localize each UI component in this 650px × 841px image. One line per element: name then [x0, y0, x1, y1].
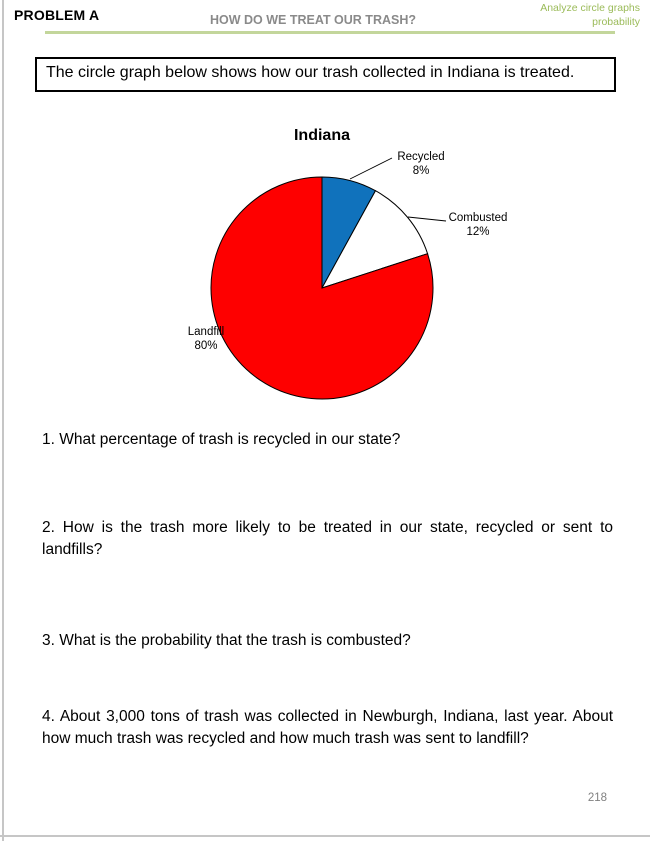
page-left-border — [2, 0, 4, 841]
question-3: 3. What is the probability that the trash is combusted? — [42, 632, 411, 649]
pie-label-landfill — [170, 325, 242, 353]
pie-slices — [211, 177, 433, 399]
question-2: 2. How is the trash more likely to be treated in our state, recycled or sent to landfills? — [42, 519, 613, 558]
header-underline — [45, 31, 615, 34]
pie-label-landfill-name: Landfill — [187, 326, 225, 338]
combusted-leader-line — [408, 217, 446, 221]
pie-label-combusted-value: 12% — [466, 226, 490, 238]
question-1: 1. What percentage of trash is recycled in our state? — [42, 431, 401, 448]
pie-label-combusted — [442, 211, 514, 239]
pie-chart — [100, 120, 560, 412]
pie-label-recycled-value: 8% — [412, 165, 430, 177]
pie-label-landfill-value: 80% — [194, 340, 218, 352]
topic-line-2: probability — [592, 15, 640, 28]
page-bottom-border — [0, 835, 650, 837]
chart-title: Indiana — [293, 127, 350, 144]
intro-text: The circle graph below shows how our trash collected in Indiana is treated. — [46, 64, 575, 81]
question-4: 4. About 3,000 tons of trash was collected in Newburgh, Indiana, last year. About how much trash was recycled and how much trash was sent to landfill? — [42, 708, 613, 747]
pie-label-combusted-name: Combusted — [448, 212, 508, 224]
page-title: HOW DO WE TREAT OUR TRASH? — [210, 13, 416, 27]
page-number: 218 — [587, 792, 607, 804]
pie-label-recycled — [385, 150, 457, 178]
topic-label — [540, 2, 640, 29]
problem-label: PROBLEM A — [14, 7, 100, 23]
pie-label-recycled-name: Recycled — [397, 151, 445, 163]
topic-line-1: Analyze circle graphs — [540, 2, 640, 14]
intro-box — [35, 57, 616, 92]
